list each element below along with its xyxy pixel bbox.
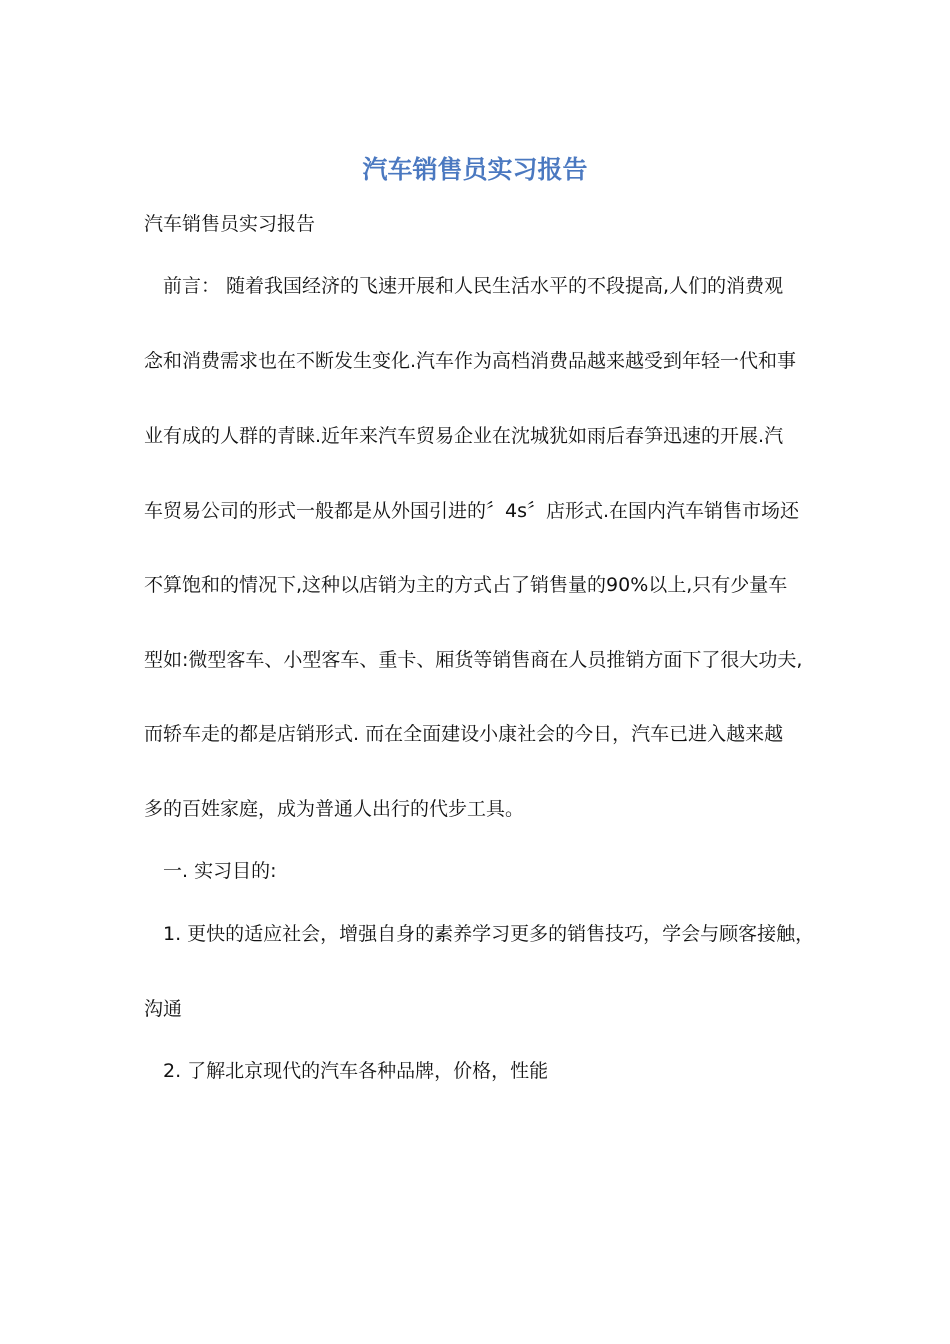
- list-item-2: 2. 了解北京现代的汽车各种品牌，价格，性能: [163, 1060, 549, 1082]
- list-item-1: 1. 更快的适应社会，增强自身的素养学习更多的销售技巧，学会与顾客接触，: [163, 923, 815, 945]
- preface-line-7: 而轿车走的都是店销形式. 而在全面建设小康社会的今日，汽车已进入越来越: [144, 723, 784, 745]
- document-title: 汽车销售员实习报告: [362, 155, 588, 184]
- preface-line-6: 型如:微型客车、小型客车、重卡、厢货等销售商在人员推销方面下了很大功夫,: [144, 649, 803, 671]
- preface-line-4: 车贸易公司的形式一般都是从外国引进的〞4s〞店形式.在国内汽车销售市场还: [144, 500, 800, 522]
- preface-line-5: 不算饱和的情况下,这种以店销为主的方式占了销售量的90%以上,只有少量车: [144, 574, 788, 596]
- section-heading: 一. 实习目的:: [163, 860, 277, 882]
- preface-line-1: 前言： 随着我国经济的飞速开展和人民生活水平的不段提高,人们的消费观: [163, 275, 784, 297]
- preface-line-8: 多的百姓家庭，成为普通人出行的代步工具。: [144, 798, 525, 820]
- document-subtitle: 汽车销售员实习报告: [144, 213, 316, 235]
- list-item-1-continuation: 沟通: [144, 998, 183, 1020]
- preface-line-2: 念和消费需求也在不断发生变化.汽车作为高档消费品越来越受到年轻一代和事: [144, 350, 797, 372]
- preface-line-3: 业有成的人群的青睐.近年来汽车贸易企业在沈城犹如雨后春笋迅速的开展.汽: [144, 425, 784, 447]
